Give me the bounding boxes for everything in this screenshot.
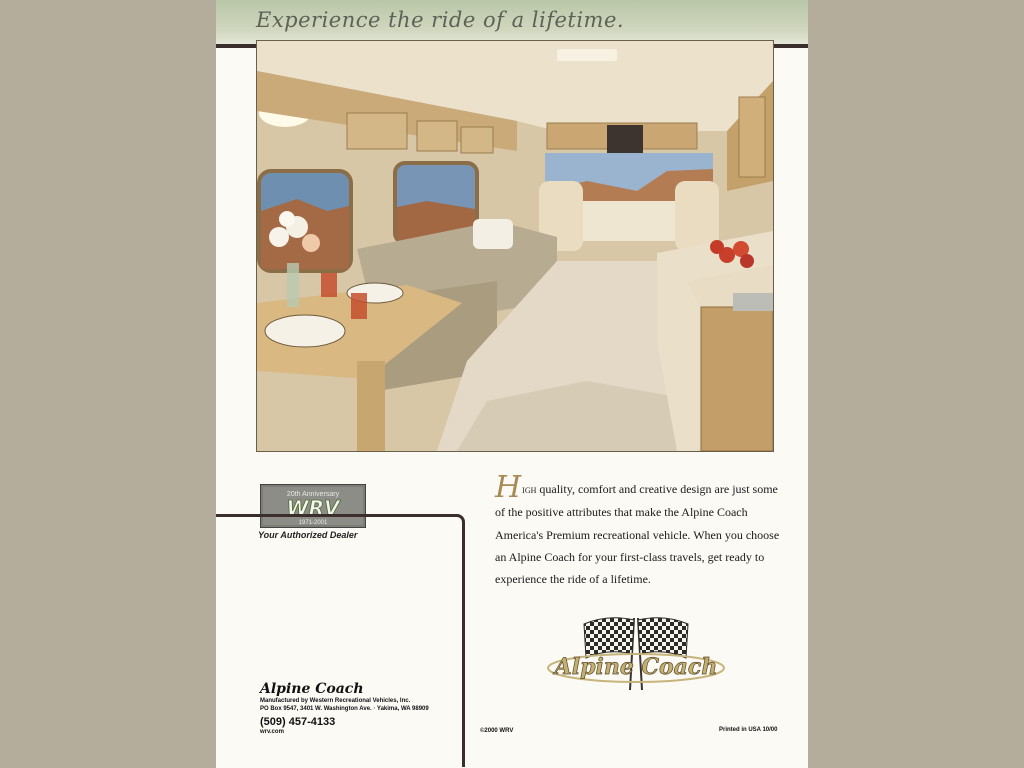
plate-icon (265, 315, 345, 347)
printed-note: Printed in USA 10/00 (719, 727, 778, 733)
address-brand: Alpine Coach (260, 681, 364, 697)
checkered-flag-right-icon (638, 618, 688, 658)
address-street: PO Box 9547, 3401 W. Washington Ave. · Yakima, WA 98909 (260, 706, 429, 712)
logo-wrv-mark: WRV (286, 496, 340, 520)
passenger-seat-icon (675, 181, 719, 251)
body-paragraph (495, 470, 785, 590)
copyright-text: ©2000 WRV (480, 728, 514, 734)
ceiling-vent-icon (557, 49, 617, 61)
brochure-page (216, 0, 808, 768)
checkered-flag-left-icon (584, 618, 634, 658)
header-tagline: Experience the ride of a lifetime. (256, 8, 625, 32)
rv-interior-illustration (257, 41, 773, 451)
drop-cap-lead: igh (522, 484, 537, 496)
dealer-caption: Your Authorized Dealer (258, 530, 358, 540)
address-phone: (509) 457-4133 (260, 716, 336, 728)
address-block (260, 681, 429, 735)
drop-cap: H (495, 470, 522, 505)
tv-screen-icon (607, 125, 643, 155)
body-text: quality, comfort and creative design are just some of the positive attributes that make the Alpine Coach America's Premium recreational vehicle. When you choose an Alpine Coach for your first-class travels, get ready to experience the ride of a lifetime. (495, 482, 780, 587)
address-web: wrv.com (260, 729, 284, 735)
rv-interior-photo (256, 40, 774, 452)
logo-years-text: 1971-2001 (298, 520, 328, 526)
alpine-coach-logo (546, 610, 726, 694)
address-manufacturer: Manufactured by Western Recreational Vehicles, Inc. (260, 698, 411, 704)
logo-anniversary-text: 20th Anniversary (286, 491, 340, 498)
alpine-coach-wordmark: Alpine Coach (554, 654, 718, 680)
